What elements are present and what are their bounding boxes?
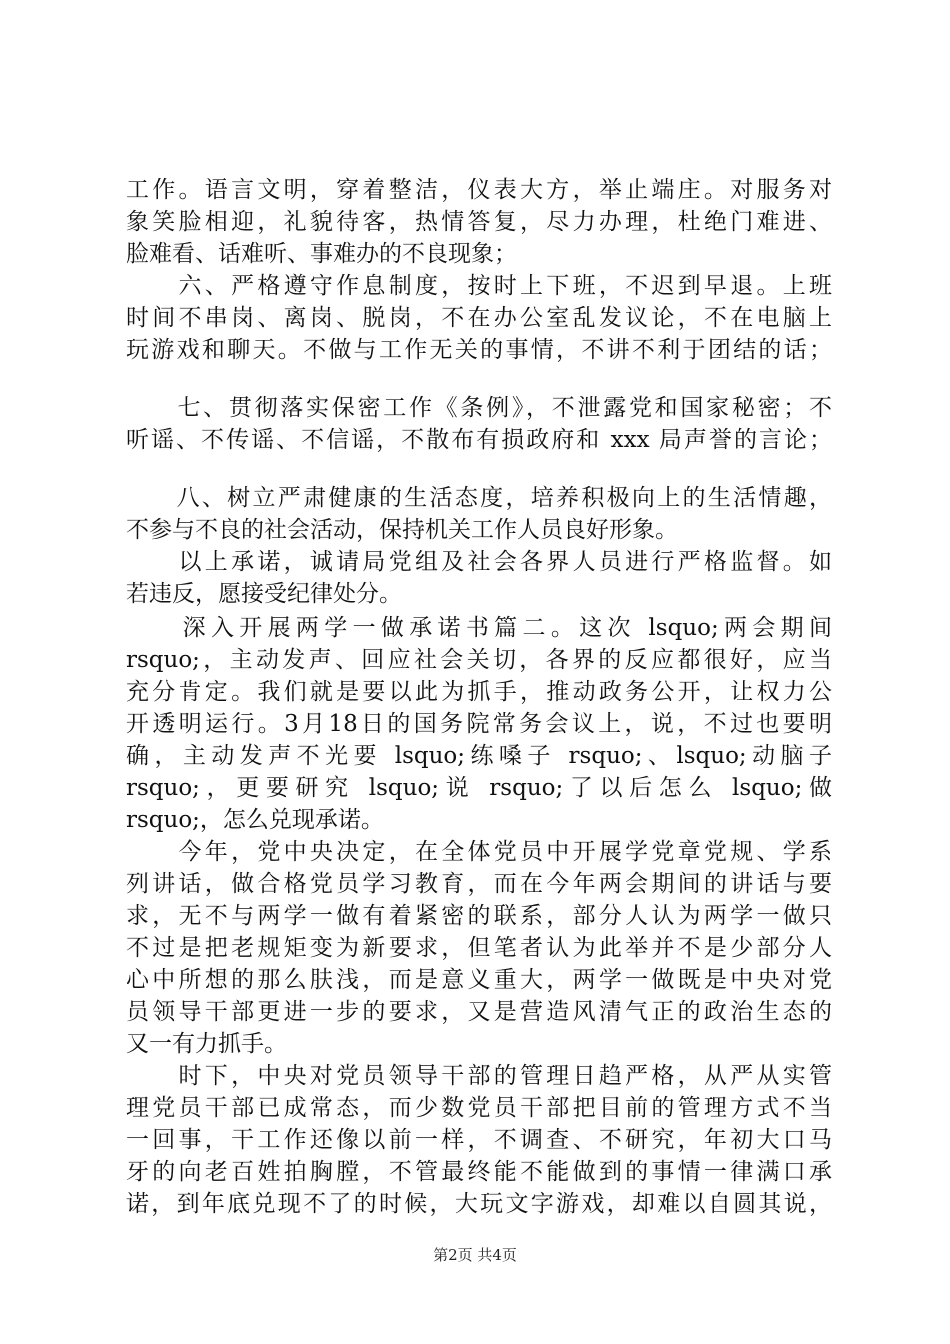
text-line: 今年，党中央决定，在全体党员中开展学党章党规、学系 bbox=[126, 839, 832, 865]
text-line: 深入开展两学一做承诺书篇二。这次 lsquo;两会期间 bbox=[126, 615, 832, 641]
text-line: 牙的向老百姓拍胸膛，不管最终能不能做到的事情一律满口承 bbox=[126, 1159, 832, 1185]
text-line: 时下，中央对党员领导干部的管理日趋严格，从严从实管 bbox=[126, 1063, 832, 1089]
text-line: 列讲话，做合格党员学习教育，而在今年两会期间的讲话与要 bbox=[126, 871, 832, 897]
text-line: 确，主动发声不光要 lsquo;练嗓子 rsquo;、lsquo;动脑子 bbox=[126, 743, 832, 769]
text-line: 八、树立严肃健康的生活态度，培养积极向上的生活情趣， bbox=[126, 485, 832, 511]
text-line: 以上承诺，诚请局党组及社会各界人员进行严格监督。如 bbox=[126, 549, 832, 575]
text-line: 脸难看、话难听、事难办的不良现象； bbox=[126, 241, 517, 267]
text-line: 象笑脸相迎，礼貌待客，热情答复，尽力办理，杜绝门难进、 bbox=[126, 209, 832, 235]
text-line: 玩游戏和聊天。不做与工作无关的事情，不讲不利于团结的话； bbox=[126, 337, 832, 363]
text-line: 诺，到年底兑现不了的时候，大玩文字游戏，却难以自圆其说， bbox=[126, 1191, 832, 1217]
text-line: 求，无不与两学一做有着紧密的联系，部分人认为两学一做只 bbox=[126, 903, 832, 929]
text-line: rsquo;，更要研究 lsquo;说 rsquo;了以后怎么 lsquo;做 bbox=[126, 775, 832, 801]
text-line: 不参与不良的社会活动，保持机关工作人员良好形象。 bbox=[126, 517, 678, 543]
text-line: 时间不串岗、离岗、脱岗，不在办公室乱发议论，不在电脑上 bbox=[126, 305, 832, 331]
text-line: 不过是把老规矩变为新要求，但笔者认为此举并不是少部分人 bbox=[126, 935, 832, 961]
text-line: rsquo;，主动发声、回应社会关切，各界的反应都很好，应当 bbox=[126, 647, 832, 673]
text-line: rsquo;，怎么兑现承诺。 bbox=[126, 807, 384, 833]
text-line: 六、严格遵守作息制度，按时上下班，不迟到早退。上班 bbox=[126, 273, 832, 299]
page-number-footer: 第2页 共4页 bbox=[433, 1246, 517, 1264]
text-line: 七、贯彻落实保密工作《条例》，不泄露党和国家秘密；不 bbox=[126, 395, 832, 421]
text-line: 心中所想的那么肤浅，而是意义重大，两学一做既是中央对党 bbox=[126, 967, 832, 993]
text-line: 充分肯定。我们就是要以此为抓手，推动政务公开，让权力公 bbox=[126, 679, 832, 705]
text-line: 若违反，愿接受纪律处分。 bbox=[126, 581, 402, 607]
text-line: 理党员干部已成常态，而少数党员干部把目前的管理方式不当 bbox=[126, 1095, 832, 1121]
text-line: 听谣、不传谣、不信谣，不散布有损政府和 xxx 局声誉的言论； bbox=[126, 427, 832, 453]
text-line: 工作。语言文明，穿着整洁，仪表大方，举止端庄。对服务对 bbox=[126, 177, 832, 203]
text-line: 开透明运行。3月18日的国务院常务会议上，说，不过也要明 bbox=[126, 711, 832, 737]
text-line: 一回事，干工作还像以前一样，不调查、不研究，年初大口马 bbox=[126, 1127, 832, 1153]
text-line: 又一有力抓手。 bbox=[126, 1031, 287, 1057]
text-line: 员领导干部更进一步的要求，又是营造风清气正的政治生态的 bbox=[126, 999, 832, 1025]
